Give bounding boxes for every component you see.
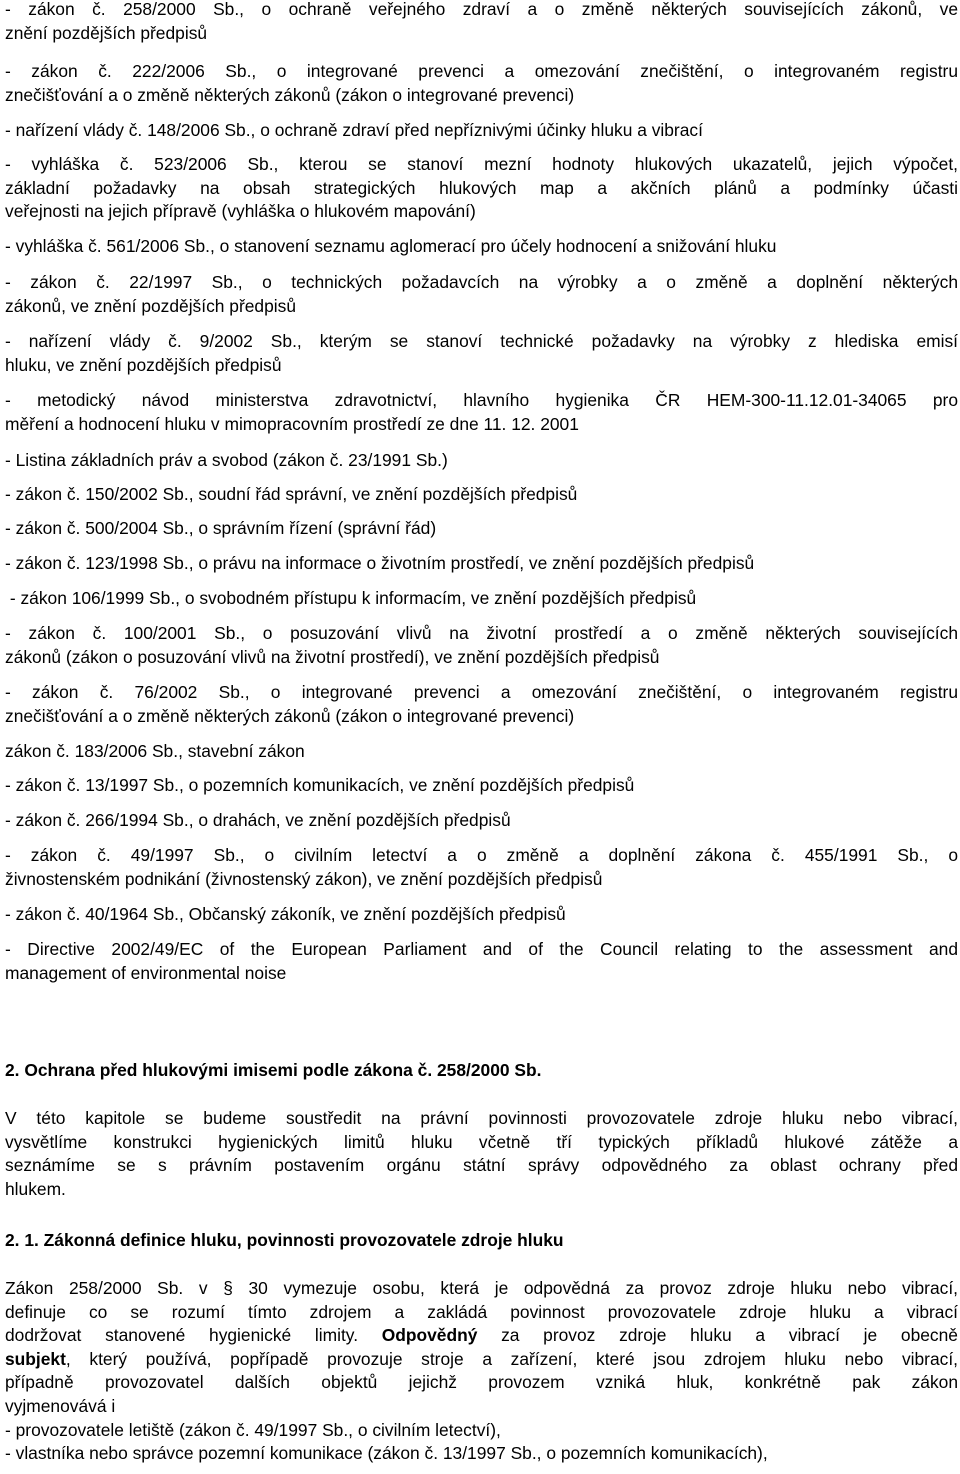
- text-line: - nařízení vlády č. 148/2006 Sb., o ochraně zdraví před nepříznivými účinky hluku a vibrací: [5, 120, 703, 140]
- text-line: vysvětlíme konstrukci hygienických limitů hluku včetně tří typických příkladů hlukové zátěže a: [5, 1131, 958, 1152]
- text-line: - provozovatele letiště (zákon č. 49/1997 Sb., o civilním letectví),: [5, 1419, 501, 1440]
- text-run: , který používá, popřípadě provozuje stroje a zařízení, které jsou zdrojem hluku nebo vibrací,: [65, 1348, 958, 1369]
- text-line: znečišťování a o změně některých zákonů (zákon o integrované prevenci): [5, 705, 575, 726]
- legislation-item: [5, 449, 958, 473]
- text-line: [5, 1348, 958, 1372]
- legislation-item: [5, 0, 958, 45]
- text-line: zákonů, ve znění pozdějších předpisů: [5, 295, 296, 316]
- text-line: - zákon č. 266/1994 Sb., o drahách, ve znění pozdějších předpisů: [5, 810, 511, 830]
- bold-term: Odpovědný: [381, 1325, 478, 1346]
- text-line: - vyhláška č. 561/2006 Sb., o stanovení seznamu aglomerací pro účely hodnocení a snižování hluku: [5, 236, 777, 256]
- text-line: - vlastníka nebo správce pozemní komunikace (zákon č. 13/1997 Sb., o pozemních komunikacích),: [5, 1443, 768, 1464]
- text-line: - zákon č. 40/1964 Sb., Občanský zákoník, ve znění pozdějších předpisů: [5, 904, 566, 924]
- text-line: - Directive 2002/49/EC of the European Parliament and of the Council relating to the assessment and: [5, 939, 958, 959]
- text-line: - zákon č. 500/2004 Sb., o správním řízení (správní řád): [5, 518, 437, 538]
- text-run: dodržovat stanovené hygienické limity.: [5, 1325, 382, 1346]
- text-line: Zákon 258/2000 Sb. v § 30 vymezuje osobu, která je odpovědná za provoz zdroje hluku nebo vibrací,: [5, 1278, 958, 1298]
- legislation-item: [5, 774, 958, 798]
- text-line: management of environmental noise: [5, 962, 287, 983]
- legislation-item: [5, 622, 958, 669]
- text-line: živnostenském podnikání (živnostenský zákon), ve znění pozdějších předpisů: [5, 868, 603, 889]
- body-paragraph: [5, 1277, 958, 1466]
- text-line: [5, 1324, 958, 1348]
- text-line: - zákon č. 13/1997 Sb., o pozemních komunikacích, ve znění pozdějších předpisů: [5, 775, 635, 795]
- text-line: - zákon č. 49/1997 Sb., o civilním letectví a o změně a doplnění zákona č. 455/1991 Sb., o: [5, 845, 958, 865]
- text-line: seznámíme se s právním postavením orgánu státní správy odpovědného za oblast ochrany před: [5, 1155, 958, 1176]
- text-line: znění pozdějších předpisů: [5, 22, 208, 43]
- legislation-item: [5, 235, 958, 259]
- text-line: - zákon č. 258/2000 Sb., o ochraně veřejného zdraví a o změně některých souvisejících zákonů, ve: [5, 0, 958, 19]
- legislation-item: [5, 552, 958, 576]
- text-line: - zákon č. 100/2001 Sb., o posuzování vlivů na životní prostředí a o změně některých souvisejících: [5, 623, 958, 643]
- text-line: hluku, ve znění pozdějších předpisů: [5, 354, 282, 375]
- text-line: definuje co se rozumí tímto zdrojem a zakládá povinnost provozovatele zdroje hluku a vibrací: [5, 1301, 958, 1322]
- legislation-item: [5, 483, 958, 507]
- legislation-item: [5, 681, 958, 728]
- bold-term: subjekt: [5, 1348, 66, 1369]
- legislation-item: [5, 119, 958, 143]
- text-line: - Listina základních práv a svobod (zákon č. 23/1991 Sb.): [5, 450, 448, 470]
- legislation-item: [5, 740, 958, 764]
- text-line: - zákon č. 76/2002 Sb., o integrované prevenci a omezování znečištění, o integrovaném registru: [5, 682, 958, 702]
- legislation-item: [5, 809, 958, 833]
- legislation-item: [5, 587, 958, 611]
- text-line: - nařízení vlády č. 9/2002 Sb., kterým se stanoví technické požadavky na výrobky z hlediska emisí: [5, 331, 958, 351]
- text-run: za provoz zdroje hluku a vibrací je obecně: [477, 1325, 958, 1346]
- text-line: - zákon č. 150/2002 Sb., soudní řád správní, ve znění pozdějších předpisů: [5, 484, 578, 504]
- legislation-item: [5, 844, 958, 891]
- text-line: - zákon č. 22/1997 Sb., o technických požadavcích na výrobky a o změně a doplnění některých: [5, 272, 958, 292]
- text-line: měření a hodnocení hluku v mimopracovním prostředí ze dne 11. 12. 2001: [5, 413, 579, 434]
- text-line: V této kapitole se budeme soustředit na právní povinnosti provozovatele zdroje hluku nebo vibrací,: [5, 1108, 958, 1128]
- legislation-item: [5, 153, 958, 224]
- legislation-item: [5, 938, 958, 985]
- text-line: vyjmenovává i: [5, 1395, 116, 1416]
- text-line: znečišťování a o změně některých zákonů (zákon o integrované prevenci): [5, 84, 575, 105]
- legislation-item: [5, 271, 958, 318]
- text-line: případně provozovatel dalších objektů jejichž provozem vzniká hluk, konkrétně pak zákon: [5, 1372, 958, 1393]
- legislation-item: [5, 330, 958, 377]
- text-line: - zákon č. 123/1998 Sb., o právu na informace o životním prostředí, ve znění pozdějších předpisů: [5, 553, 755, 573]
- text-line: veřejnosti na jejich přípravě (vyhláška o hlukovém mapování): [5, 201, 476, 222]
- subsection-heading: 2. 1. Zákonná definice hluku, povinnosti provozovatele zdroje hluku: [5, 1230, 564, 1250]
- text-line: hlukem.: [5, 1178, 66, 1199]
- legislation-item: [5, 517, 958, 541]
- text-line: zákonů (zákon o posuzování vlivů na životní prostředí), ve znění pozdějších předpisů: [5, 646, 660, 667]
- text-line: - zákon č. 222/2006 Sb., o integrované prevenci a omezování znečištění, o integrovaném registru: [5, 61, 958, 81]
- text-line: - zákon 106/1999 Sb., o svobodném přístupu k informacím, ve znění pozdějších předpisů: [5, 588, 697, 608]
- legislation-item: [5, 903, 958, 927]
- legislation-item: [5, 389, 958, 436]
- text-line: - vyhláška č. 523/2006 Sb., kterou se stanoví mezní hodnoty hlukových ukazatelů, jejich výpočet,: [5, 154, 958, 174]
- text-line: zákon č. 183/2006 Sb., stavební zákon: [5, 741, 305, 761]
- intro-paragraph: [5, 1107, 958, 1201]
- text-line: základní požadavky na obsah strategických hlukových map a akčních plánů a podmínky účasti: [5, 177, 958, 198]
- legislation-item: [5, 60, 958, 107]
- section-heading: 2. Ochrana před hlukovými imisemi podle zákona č. 258/2000 Sb.: [5, 1060, 542, 1080]
- text-line: - metodický návod ministerstva zdravotnictví, hlavního hygienika ČR HEM-300-11.12.01-34065 pro: [5, 390, 958, 410]
